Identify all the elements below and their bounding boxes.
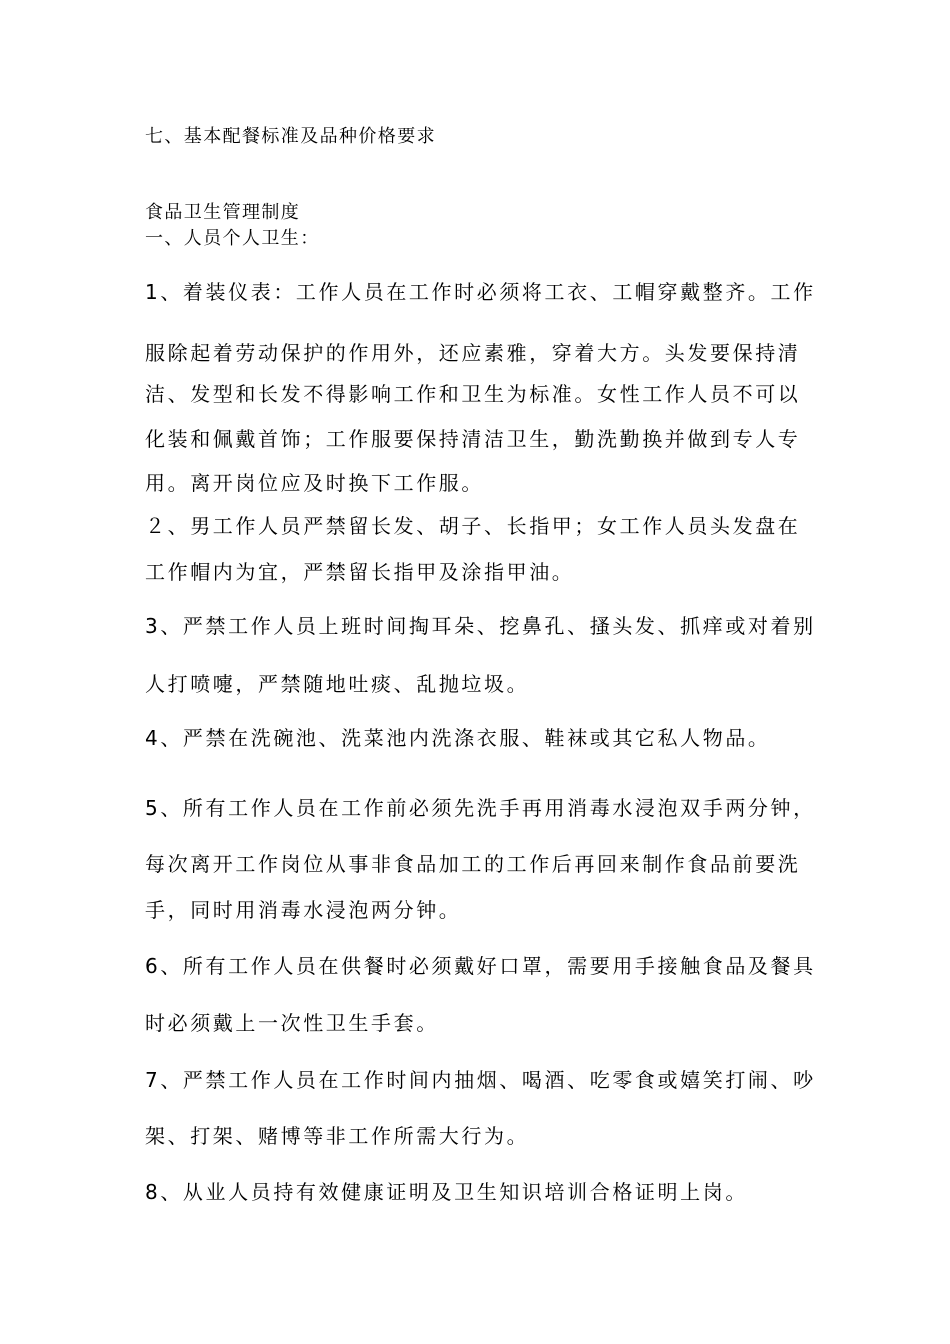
- paragraph-line: 1、着装仪表：工作人员在工作时必须将工衣、工帽穿戴整齐。工作: [145, 280, 816, 304]
- paragraph-line: 5、所有工作人员在工作前必须先洗手再用消毒水浸泡双手两分钟，: [145, 796, 816, 820]
- paragraph-line: 每次离开工作岗位从事非食品加工的工作后再回来制作食品前要洗: [145, 852, 801, 876]
- paragraph-line: 洁、发型和长发不得影响工作和卫生为标准。女性工作人员不可以: [145, 382, 801, 406]
- document-title: 食品卫生管理制度: [145, 202, 301, 223]
- section-heading-seven: 七、基本配餐标准及品种价格要求: [145, 126, 436, 147]
- paragraph-line: 7、严禁工作人员在工作时间内抽烟、喝酒、吃零食或嬉笑打闹、吵: [145, 1068, 816, 1092]
- paragraph-line: 6、所有工作人员在供餐时必须戴好口罩，需要用手接触食品及餐具: [145, 954, 816, 978]
- paragraph-line: 手，同时用消毒水浸泡两分钟。: [145, 898, 462, 922]
- paragraph-line: 工作帽内为宜，严禁留长指甲及涂指甲油。: [145, 560, 575, 584]
- paragraph-line: 8、从业人员持有效健康证明及卫生知识培训合格证明上岗。: [145, 1180, 748, 1204]
- paragraph-line: ２、男工作人员严禁留长发、胡子、长指甲；女工作人员头发盘在: [145, 514, 801, 538]
- paragraph-line: 时必须戴上一次性卫生手套。: [145, 1011, 439, 1035]
- paragraph-line: 4、严禁在洗碗池、洗菜池内洗涤衣服、鞋袜或其它私人物品。: [145, 726, 771, 750]
- section-heading-one: 一、人员个人卫生：: [145, 228, 320, 249]
- paragraph-line: 架、打架、赌博等非工作所需大行为。: [145, 1124, 530, 1148]
- paragraph-line: 3、严禁工作人员上班时间掏耳朵、挖鼻孔、搔头发、抓痒或对着别: [145, 614, 816, 638]
- paragraph-line: 化装和佩戴首饰；工作服要保持清洁卫生，勤洗勤换并做到专人专: [145, 427, 801, 451]
- paragraph-line: 服除起着劳动保护的作用外，还应素雅，穿着大方。头发要保持清: [145, 341, 801, 365]
- paragraph-line: 用。离开岗位应及时换下工作服。: [145, 471, 484, 495]
- paragraph-line: 人打喷嚏，严禁随地吐痰、乱抛垃圾。: [145, 672, 530, 696]
